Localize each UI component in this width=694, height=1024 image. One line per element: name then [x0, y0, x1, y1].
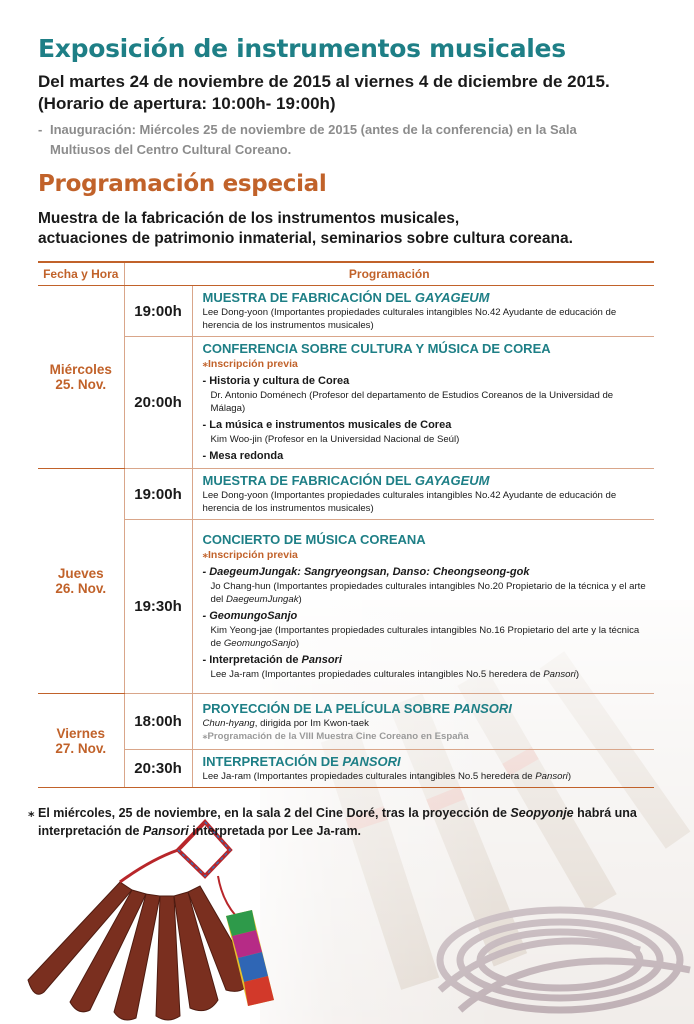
item-performer: Kim Yeong-jae (Importantes propiedades culturales intangibles No.16 Propietario del arte y la técnica de GeomungoSanjo) — [210, 625, 640, 649]
session-title: INTERPRETACIÓN DE PANSORI — [202, 754, 401, 769]
section-title: Programación especial — [38, 171, 327, 197]
page-title: Exposición de instrumentos musicales — [38, 34, 566, 63]
inauguration-note — [38, 120, 638, 160]
dates-line: Del martes 24 de noviembre de 2015 al viernes 4 de diciembre de 2015. — [38, 72, 610, 91]
item-performer: Lee Ja-ram (Importantes propiedades culturales intangibles No.5 heredera de Pansori) — [210, 669, 580, 680]
item-performer: Jo Chang-hun (Importantes propiedades culturales intangibles No.20 Propietario de la técnica y el arte del DaegeumJungak) — [210, 581, 646, 605]
bullet-dash: - — [38, 122, 43, 137]
day-cell — [38, 694, 124, 788]
table-row — [38, 694, 654, 750]
inauguration-line1: Inauguración: Miércoles 25 de noviembre de 2015 (antes de la conferencia) en la Sala — [50, 122, 577, 137]
registration-note: ⁎Inscripción previa — [202, 358, 298, 370]
day-date: 26. Nov. — [55, 581, 107, 596]
session-cell — [192, 337, 654, 469]
hour-cell: 18:00h — [124, 694, 192, 750]
day-date: 25. Nov. — [55, 377, 107, 392]
hour-cell: 19:00h — [124, 286, 192, 337]
session-title: MUESTRA DE FABRICACIÓN DEL GAYAGEUM — [202, 473, 490, 488]
inauguration-line2: Multiusos del Centro Cultural Coreano. — [50, 142, 292, 157]
program-item: - DaegeumJungak: Sangryeongsan, Danso: Cheongseong-gok — [202, 566, 530, 578]
session-cell — [192, 694, 654, 750]
session-cell — [192, 750, 654, 788]
session-cell — [192, 520, 654, 694]
intro-line1: Muestra de la fabricación de los instrumentos musicales, — [38, 210, 460, 227]
item-speaker: Dr. Antonio Doménech (Profesor del departamento de Estudios Coreanos de la Universidad de Málaga) — [210, 390, 614, 414]
table-row — [38, 469, 654, 520]
day-date: 27. Nov. — [55, 740, 107, 756]
session-title: PROYECCIÓN DE LA PELÍCULA SOBRE PANSORI — [202, 700, 512, 716]
session-title: MUESTRA DE FABRICACIÓN DEL GAYAGEUM — [202, 290, 490, 305]
hour-cell: 19:30h — [124, 520, 192, 694]
item-speaker: Kim Woo-jin (Profesor en la Universidad Nacional de Seúl) — [210, 434, 460, 445]
session-desc: Chun-hyang, dirigida por Im Kwon-taek — [202, 717, 369, 729]
section-intro — [38, 209, 573, 249]
festival-note: ⁎Programación de la VIII Muestra Cine Coreano en España — [202, 730, 469, 742]
col-date-header: Fecha y Hora — [38, 262, 124, 286]
hour-cell: 20:00h — [124, 337, 192, 469]
program-item: - GeomungoSanjo — [202, 610, 298, 622]
hour-cell: 20:30h — [124, 750, 192, 788]
day-cell — [38, 469, 124, 694]
col-program-header: Programación — [124, 262, 654, 286]
program-item: - Mesa redonda — [202, 450, 284, 462]
session-desc: Lee Ja-ram (Importantes propiedades culturales intangibles No.5 heredera de Pansori) — [202, 771, 572, 782]
table-row — [38, 286, 654, 337]
table-header — [38, 262, 654, 286]
hour-cell: 19:00h — [124, 469, 192, 520]
day-name: Viernes — [56, 725, 106, 741]
footnote-line2: interpretación de Pansori interpretada por Lee Ja-ram. — [38, 824, 362, 838]
day-cell — [38, 286, 124, 469]
registration-note: ⁎Inscripción previa — [202, 549, 298, 561]
day-name: Jueves — [57, 566, 104, 581]
session-cell — [192, 469, 654, 520]
table-row — [38, 520, 654, 694]
session-cell — [192, 286, 654, 337]
session-desc: Lee Dong-yoon (Importantes propiedades culturales intangibles No.42 Ayudante de educación de herencia de los instrumentos musicales) — [202, 307, 617, 331]
exhibition-dates — [38, 71, 610, 115]
program-table — [38, 261, 654, 788]
footnote-line1: El miércoles, 25 de noviembre, en la sala 2 del Cine Doré, tras la proyección de Seopyonje habrá una — [38, 806, 637, 820]
footnote-star: ⁎ — [28, 806, 35, 820]
session-title: CONFERENCIA SOBRE CULTURA Y MÚSICA DE COREA — [202, 341, 551, 356]
table-row — [38, 337, 654, 469]
program-item: - Historia y cultura de Corea — [202, 375, 350, 387]
session-title: CONCIERTO DE MÚSICA COREANA — [202, 532, 426, 547]
program-item: - Interpretación de Pansori — [202, 654, 342, 666]
table-row — [38, 750, 654, 788]
opening-hours: (Horario de apertura: 10:00h- 19:00h) — [38, 94, 336, 113]
day-name: Miércoles — [49, 362, 112, 377]
program-item: - La música e instrumentos musicales de Corea — [202, 419, 452, 431]
footnote — [28, 804, 658, 840]
session-desc: Lee Dong-yoon (Importantes propiedades culturales intangibles No.42 Ayudante de educación de herencia de los instrumentos musicales) — [202, 490, 617, 514]
intro-line2: actuaciones de patrimonio inmaterial, seminarios sobre cultura coreana. — [38, 230, 573, 247]
